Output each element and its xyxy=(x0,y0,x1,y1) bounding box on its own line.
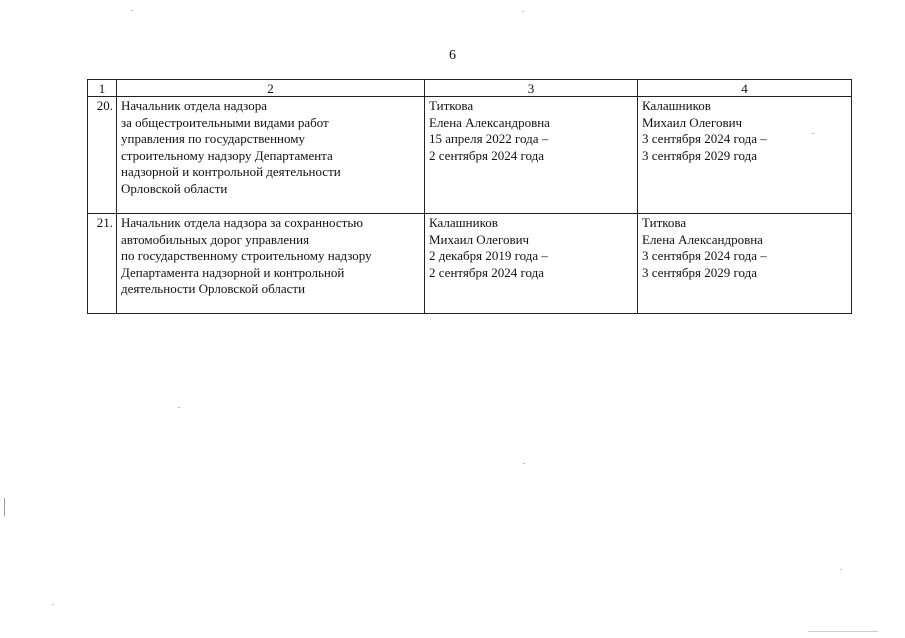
column-3-line: 2 декабря 2019 года – xyxy=(429,248,548,263)
column-4-cell xyxy=(638,97,852,214)
scan-edge-mark xyxy=(808,631,878,632)
table-row xyxy=(88,214,852,314)
scan-speck xyxy=(523,463,525,464)
column-4-line: 3 сентября 2029 года xyxy=(642,147,758,163)
column-3-cell xyxy=(425,214,638,314)
row-number: 21. xyxy=(88,214,117,314)
position-line: Начальник отдела надзора xyxy=(121,98,268,113)
row-number: 20. xyxy=(88,97,117,214)
position-line: деятельности Орловской области xyxy=(121,281,306,296)
column-4-line: Елена Александровна xyxy=(642,231,763,247)
column-3-line: Елена Александровна xyxy=(429,114,550,130)
column-3-line: 2 сентября 2024 года xyxy=(429,264,545,280)
scan-speck xyxy=(178,407,180,408)
column-4-line: Калашников xyxy=(642,98,711,113)
position-line: Начальник отдела надзора за сохранностью xyxy=(121,215,363,230)
position-cell xyxy=(117,97,425,214)
column-4-line: 3 сентября 2029 года xyxy=(642,264,758,280)
table-header-row xyxy=(88,80,852,97)
position-line: строительному надзору Департамента xyxy=(121,147,333,163)
scan-speck xyxy=(812,133,814,134)
position-cell xyxy=(117,214,425,314)
page-number: 6 xyxy=(449,48,456,63)
appointments-table xyxy=(87,79,852,314)
scan-speck xyxy=(52,604,54,605)
position-line: Департамента надзорной и контрольной xyxy=(121,264,345,280)
column-header-1: 1 xyxy=(88,80,117,97)
column-3-cell xyxy=(425,97,638,214)
column-3-line: Калашников xyxy=(429,215,498,230)
position-line: автомобильных дорог управления xyxy=(121,231,310,247)
position-line: надзорной и контрольной деятельности xyxy=(121,164,341,179)
scan-speck xyxy=(840,569,842,570)
column-4-line: Титкова xyxy=(642,215,687,230)
table-row xyxy=(88,97,852,214)
column-4-cell xyxy=(638,214,852,314)
column-header-4: 4 xyxy=(638,80,852,97)
column-4-line: Михаил Олегович xyxy=(642,114,743,130)
column-header-2: 2 xyxy=(117,80,425,97)
column-4-line: 3 сентября 2024 года – xyxy=(642,248,767,263)
column-3-line: 2 сентября 2024 года xyxy=(429,147,545,163)
column-3-line: Михаил Олегович xyxy=(429,231,530,247)
column-3-line: Титкова xyxy=(429,98,474,113)
scan-speck xyxy=(522,11,524,12)
position-line: Орловской области xyxy=(121,180,228,196)
column-header-3: 3 xyxy=(425,80,638,97)
column-3-line: 15 апреля 2022 года – xyxy=(429,131,549,146)
position-line: за общестроительными видами работ xyxy=(121,114,329,130)
position-line: по государственному строительному надзору xyxy=(121,248,372,263)
scan-edge-mark xyxy=(4,498,5,516)
scan-speck xyxy=(131,10,133,11)
position-line: управления по государственному xyxy=(121,131,305,146)
column-4-line: 3 сентября 2024 года – xyxy=(642,131,767,146)
